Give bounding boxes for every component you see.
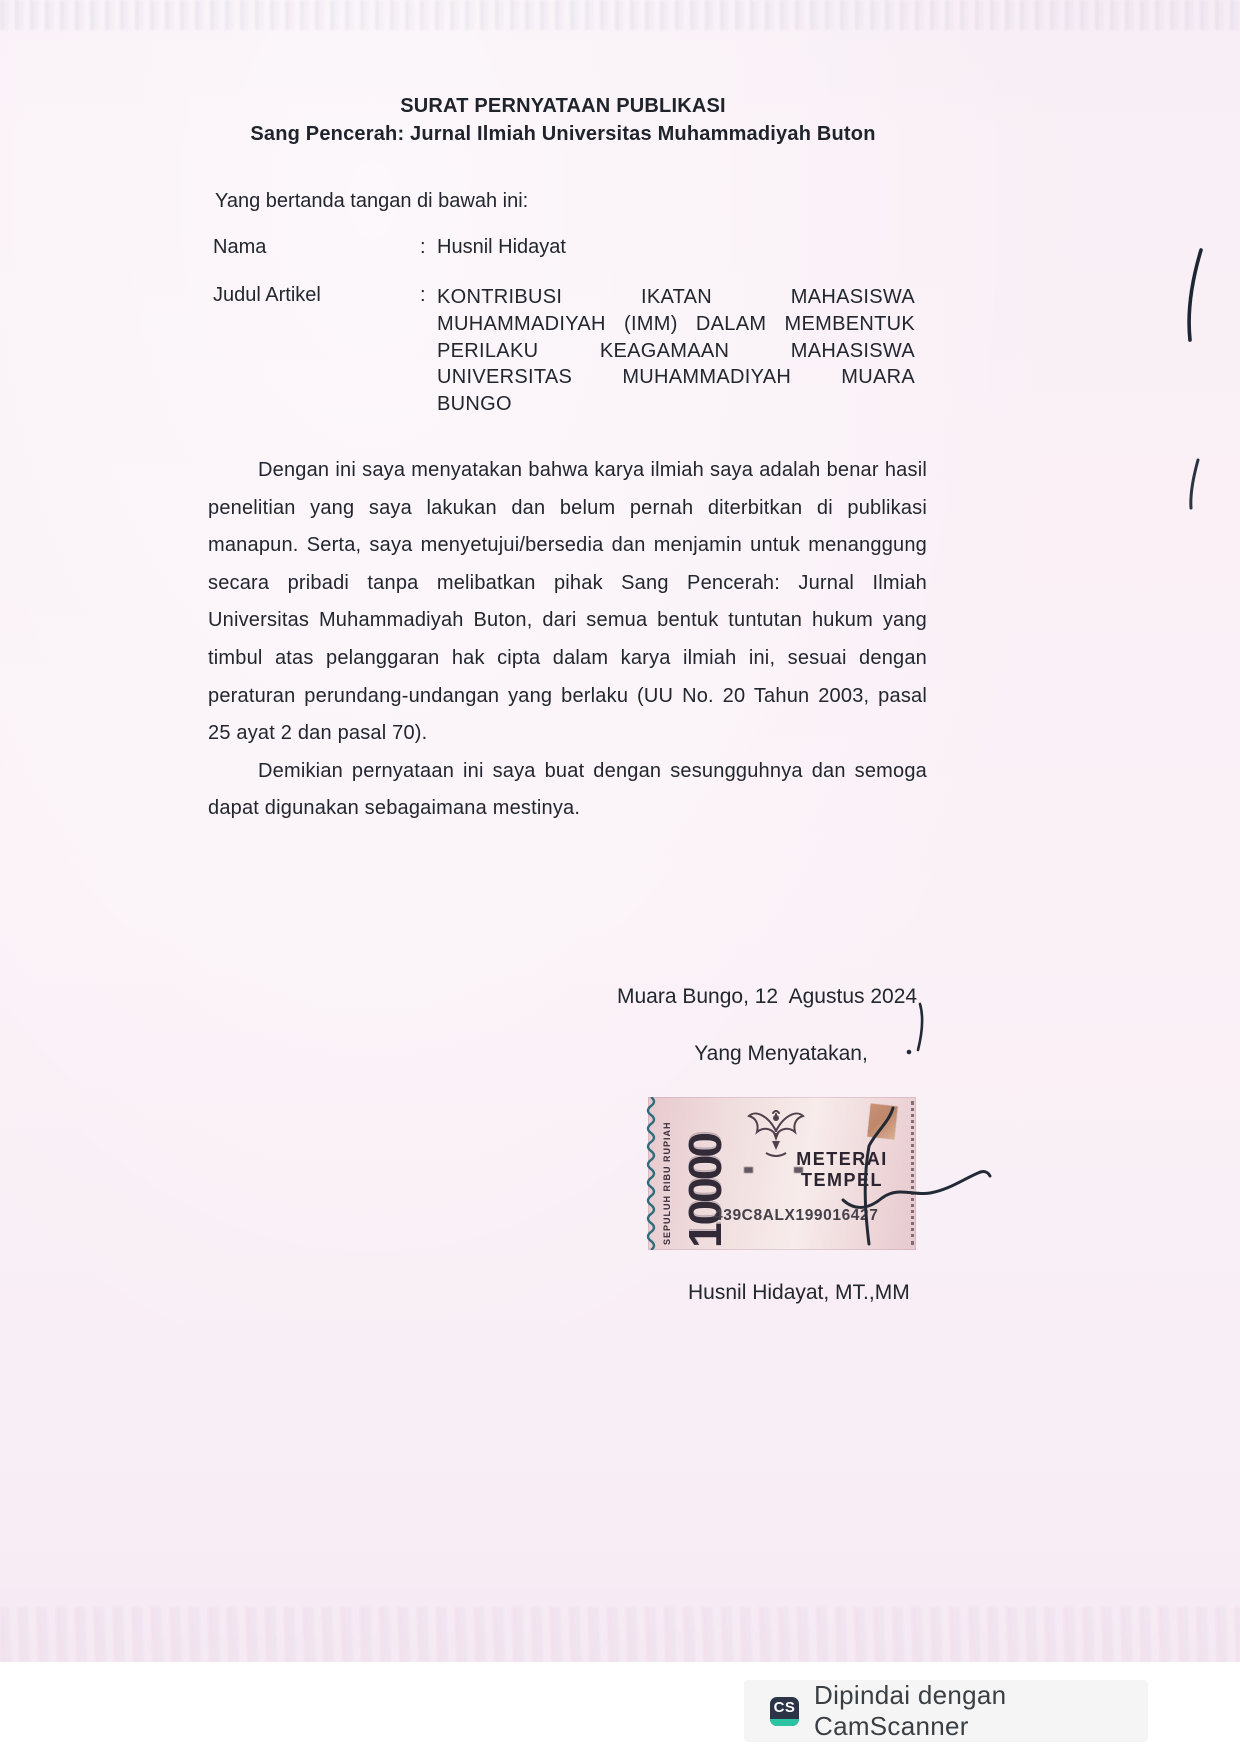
camscanner-icon (770, 1697, 799, 1726)
field-value-nama: Husnil Hidayat (437, 236, 566, 258)
document-title (210, 92, 916, 148)
camscanner-badge (744, 1680, 1148, 1742)
intro-line: Yang bertanda tangan di bawah ini: (215, 190, 529, 212)
camscanner-label: Dipindai dengan CamScanner (814, 1680, 1007, 1741)
paragraph-1: Dengan ini saya menyatakan bahwa karya ilmiah saya adalah benar hasil penelitian yang saya lakukan dan belum pernah diterbitkan di publikasi manapun. Serta, saya menyetujui/bersedia dan menjamin untuk menanggung secara pribadi tanpa melibatkan pihak Sang Pencerah: Jurnal Ilmiah Universitas Muhammadiyah Buton, dari semua bentuk tuntutan hukum yang timbul atas pelanggaran hak cipta dalam karya ilmiah ini, sesuai dengan peraturan perundang-undangan yang berlaku (UU No. 20 Tahun 2003, pasal 25 ayat 2 dan pasal 70). (208, 459, 927, 745)
field-value-judul-artikel: KONTRIBUSI IKATAN MAHASISWA MUHAMMADIYAH (IMM) DALAM MEMBENTUK PERILAKU KEAGAMAAN MAHASISWA UNIVERSITAS MUHAMMADIYAH MUARA BUNGO (437, 286, 915, 416)
signature-ink-dot (907, 1050, 912, 1055)
document-title-line1: SURAT PERNYATAAN PUBLIKASI (400, 95, 726, 117)
signer-name: Husnil Hidayat, MT.,MM (688, 1281, 910, 1304)
stamp-dotted-edge (911, 1101, 914, 1245)
place-date-line: Muara Bungo, 12 Agustus 2024 (617, 985, 918, 1008)
document-title-line2: Sang Pencerah: Jurnal Ilmiah Universitas Muhammadiyah Buton (250, 123, 876, 145)
signature-heading: Yang Menyatakan, (694, 1042, 868, 1065)
field-separator: : (420, 236, 426, 258)
page-edge-pen-mark (1189, 250, 1201, 340)
meterai-stamp (648, 1097, 916, 1250)
paragraph-2: Demikian pernyataan ini saya buat dengan sesungguhnya dan semoga dapat digunakan sebagaimana mestinya. (208, 759, 927, 820)
stamp-perforation-edge (644, 1097, 658, 1250)
stamp-security-patch (867, 1104, 897, 1140)
field-label-nama: Nama (213, 236, 267, 258)
camscanner-icon-letters: CS (773, 1699, 796, 1716)
field-separator: : (420, 284, 426, 306)
statement-body (208, 452, 927, 828)
signature-stroke (918, 1004, 922, 1050)
camscanner-icon-strip (770, 1719, 799, 1726)
field-label-judul-artikel: Judul Artikel (213, 284, 321, 306)
stamp-type-line1: METERAI (796, 1149, 888, 1169)
stamp-micro-mark (744, 1167, 753, 1173)
page-edge-pen-mark (1191, 460, 1198, 508)
stamp-denomination-value: 10000 (679, 1135, 731, 1248)
stamp-denomination-words: SEPULUH RIBU RUPIAH (662, 1121, 672, 1245)
stamp-type-label (782, 1149, 902, 1191)
stamp-type-line2: TEMPEL (800, 1170, 883, 1190)
stamp-serial-number: 439C8ALX199016427 (714, 1207, 879, 1224)
